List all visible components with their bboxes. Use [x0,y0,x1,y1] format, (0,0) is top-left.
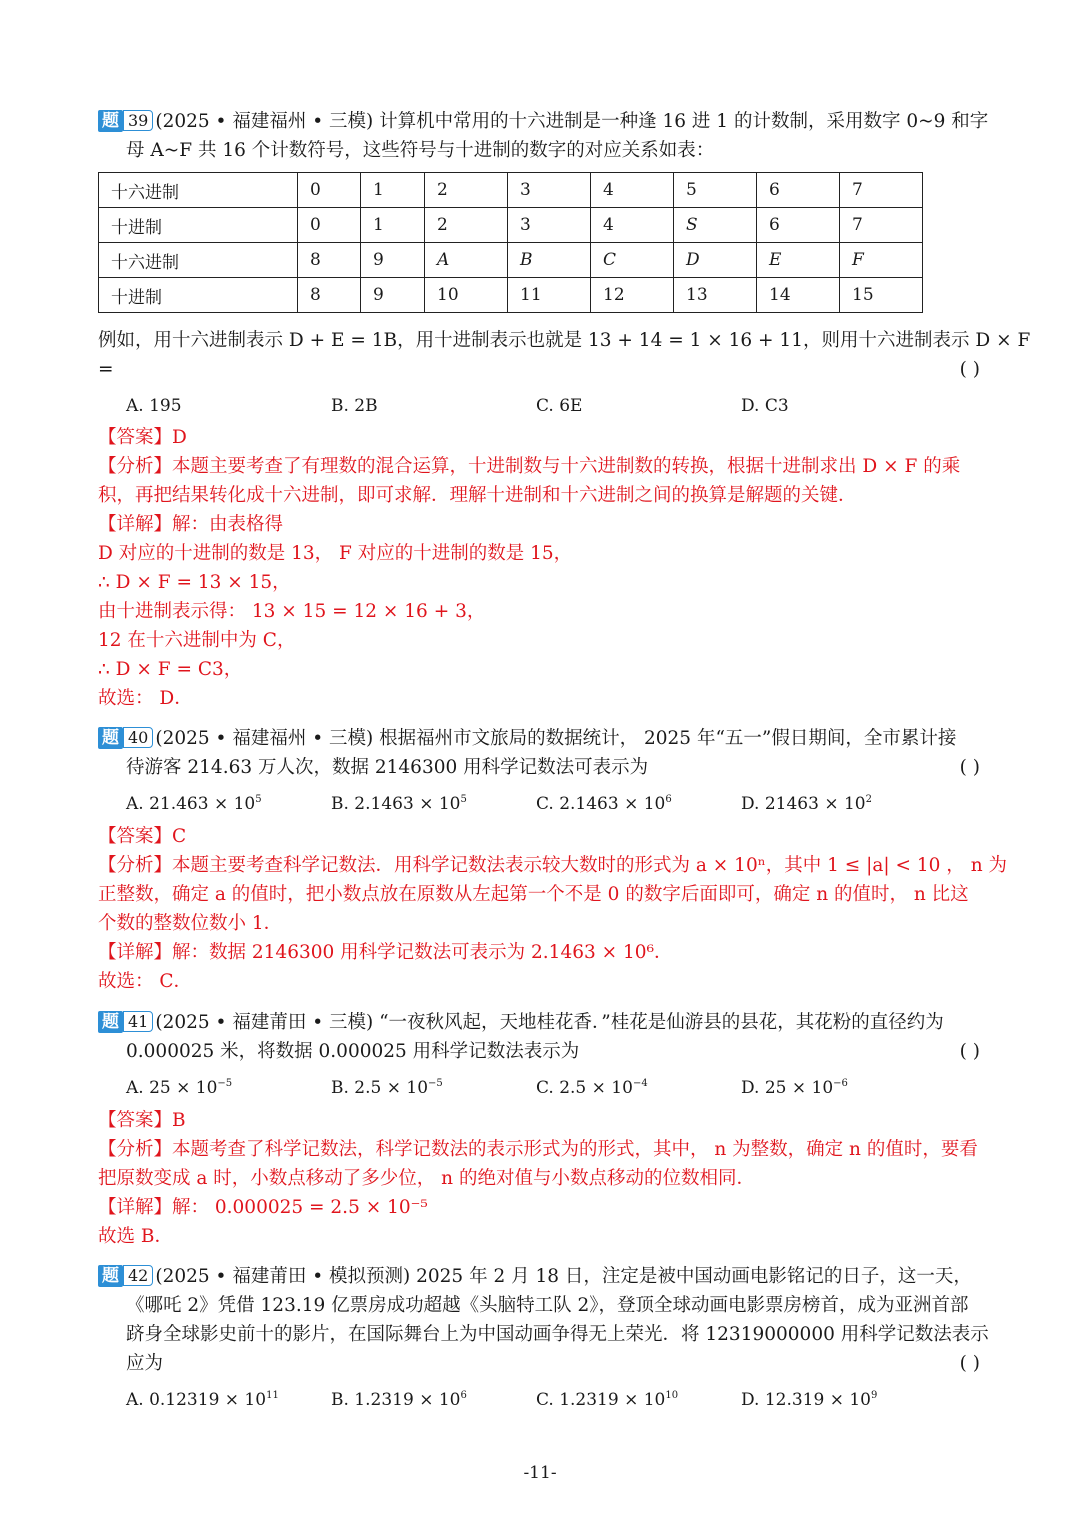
detail-line: D 对应的十进制的数是 13， F 对应的十进制的数是 15， [98,543,573,564]
table-cell: 14 [757,278,840,313]
analysis-line: 【分析】本题主要考查科学记数法．用科学记数法表示较大数时的形式为 a × 10ⁿ，其中 1 ≤ |a| < 10 ， n 为 [98,855,1007,876]
answer-parentheses: ( ) [959,359,980,380]
option-b: B. 2B [331,396,378,416]
table-cell: 10 [425,278,508,313]
option-a: A. $0.12319 \times 10^{11}$ [126,1390,279,1410]
option-a: A. $25 \times 10^{-5}$ [126,1078,233,1098]
table-row-header: 十六进制 [99,243,298,278]
table-cell: 12 [591,278,674,313]
page-number: -11- [523,1463,557,1483]
table-cell: B [508,243,591,278]
detail-line: 【详解】解： 0.000025 = 2.5 × 10⁻⁵ [98,1197,428,1218]
table-cell: 0 [298,208,361,243]
options-40 [98,790,986,819]
solution-39 [98,423,988,713]
table-cell: 6 [757,173,840,208]
question-tag: 题 [98,1265,123,1287]
detail-line: 12 在十六进制中为 C， [98,630,296,651]
table-cell: 5 [674,173,757,208]
detail-line: 由十进制表示得： 13 × 15 = 12 × 16 + 3， [98,601,486,622]
question-41-line2: 0.000025 米，将数据 0.000025 用科学记数法表示为 ( ) [98,1037,986,1066]
question-tag: 题 [98,110,123,132]
question-39-line3: 例如，用十六进制表示 D + E = 1B，用十进制表示也就是 13 + 14 = 1 × 16 + 11，则用十六进制表示 D × F [98,330,1031,351]
question-39-line4: = ( ) [98,355,986,384]
question-42-line2: 《哪吒 2》凭借 123.19 亿票房成功超越《头脑特工队 2》，登顶全球动画电影票房榜首，成为亚洲首部 [126,1295,969,1316]
analysis-line: 正整数，确定 a 的值时，把小数点放在原数从左起第一个不是 0 的数字后面即可，确定 n 的值时， n 比这 [98,884,969,905]
table-cell: 8 [298,243,361,278]
question-41 [98,1008,986,1103]
table-cell: E [757,243,840,278]
detail-line: 故选 B． [98,1226,173,1247]
option-b: B. $2.1463 \times 10^5$ [331,794,467,814]
table-row-header: 十进制 [99,278,298,313]
table-cell: 4 [591,173,674,208]
table-row [99,173,923,208]
detail-line: 【详解】解：由表格得 [98,514,284,535]
table-row-header: 十六进制 [99,173,298,208]
detail-line: 【详解】解：数据 2146300 用科学记数法可表示为 2.1463 × 10⁶． [98,942,673,963]
table-cell: 2 [425,208,508,243]
question-39-line2: 母 A~F 共 16 个计数符号，这些符号与十进制的数字的对应关系如表： [126,140,715,161]
table-cell: 13 [674,278,757,313]
table-cell: 9 [361,243,425,278]
question-42-line3: 跻身全球影史前十的影片，在国际舞台上为中国动画争得无上荣光．将 12319000000 用科学记数法表示 [126,1324,989,1345]
options-41 [98,1074,986,1103]
solution-41 [98,1106,988,1251]
option-d: D. $12.319 \times 10^9$ [741,1390,878,1410]
table-cell: 7 [840,208,923,243]
question-tag: 题 [98,1011,123,1033]
option-b: B. $2.5 \times 10^{-5}$ [331,1078,443,1098]
table-cell: 15 [840,278,923,313]
option-d: D. $21463 \times 10^2$ [741,794,872,814]
solution-40 [98,822,1007,996]
question-39-line1 [98,107,989,136]
question-42-line4: 应为 ( ) [98,1349,986,1378]
detail-line: ∴ D × F = C3， [98,659,243,680]
table-row [99,243,923,278]
option-a: A. 195 [126,396,182,416]
table-cell: 7 [840,173,923,208]
question-39 [98,107,989,165]
analysis-line: 【分析】本题考查了科学记数法，科学记数法的表示形式为的形式，其中， n 为整数，确定 n 的值时，要看 [98,1139,978,1160]
answer-line: 【答案】D [98,427,187,448]
option-c: C. 6E [536,396,583,416]
analysis-line: 积，再把结果转化成十六进制，即可求解．理解十进制和十六进制之间的换算是解题的关键． [98,485,857,506]
question-number: 39 [123,110,153,131]
table-cell: C [591,243,674,278]
options-42 [98,1386,986,1415]
question-number: 42 [123,1265,153,1286]
question-39-continued [98,326,1031,421]
question-number: 41 [123,1011,153,1032]
table-cell: D [674,243,757,278]
hex-decimal-table [98,172,923,313]
question-number: 40 [123,727,153,748]
question-40-line1 [98,724,986,753]
question-tag: 题 [98,727,123,749]
table-cell: F [840,243,923,278]
table-row-header: 十进制 [99,208,298,243]
answer-parentheses: ( ) [959,757,980,778]
analysis-line: 个数的整数位数小 1． [98,913,283,934]
answer-parentheses: ( ) [959,1041,980,1062]
table-cell: 1 [361,173,425,208]
option-d: D. $25 \times 10^{-6}$ [741,1078,848,1098]
question-42 [98,1262,989,1415]
option-d: D. C3 [741,396,789,416]
question-41-line1 [98,1008,986,1037]
table-cell: 11 [508,278,591,313]
question-40-line2: 待游客 214.63 万人次，数据 2146300 用科学记数法可表示为 ( ) [98,753,986,782]
detail-line: 故选： D． [98,688,193,709]
question-text: (2025 • 福建莆田 • 模拟预测) 2025 年 2 月 18 日，注定是被中国动画电影铭记的日子，这一天， [155,1266,972,1287]
answer-line: 【答案】B [98,1110,186,1131]
table-cell: 1 [361,208,425,243]
table-cell: 6 [757,208,840,243]
question-text: (2025 • 福建莆田 • 三模) “一夜秋风起，天地桂花香．”桂花是仙游县的县花，其花粉的直径约为 [155,1012,944,1033]
option-b: B. $1.2319 \times 10^6$ [331,1390,467,1410]
table-row [99,208,923,243]
question-text: (2025 • 福建福州 • 三模) 计算机中常用的十六进制是一种逢 16 进 1 的计数制，采用数字 0~9 和字 [155,111,989,132]
answer-line: 【答案】C [98,826,187,847]
table-cell: S [674,208,757,243]
table-cell: 3 [508,208,591,243]
detail-line: 故选： C． [98,971,193,992]
option-c: C. $2.1463 \times 10^6$ [536,794,672,814]
option-a: A. $21.463 \times 10^5$ [126,794,262,814]
analysis-line: 把原数变成 a 时，小数点移动了多少位， n 的绝对值与小数点移动的位数相同． [98,1168,755,1189]
table-cell: 4 [591,208,674,243]
table-row [99,278,923,313]
analysis-line: 【分析】本题主要考查了有理数的混合运算，十进制数与十六进制数的转换，根据十进制求出 D × F 的乘 [98,456,961,477]
question-40 [98,724,986,819]
option-c: C. $2.5 \times 10^{-4}$ [536,1078,648,1098]
table-cell: 0 [298,173,361,208]
detail-line: ∴ D × F = 13 × 15， [98,572,291,593]
question-text: (2025 • 福建福州 • 三模) 根据福州市文旅局的数据统计， 2025 年“五一”假日期间，全市累计接 [155,728,957,749]
options-39 [98,392,986,421]
table-cell: 8 [298,278,361,313]
question-42-line1 [98,1262,986,1291]
table-cell: 2 [425,173,508,208]
answer-parentheses: ( ) [959,1353,980,1374]
table-cell: 9 [361,278,425,313]
table-cell: A [425,243,508,278]
table-cell: 3 [508,173,591,208]
option-c: C. $1.2319 \times 10^{10}$ [536,1390,679,1410]
